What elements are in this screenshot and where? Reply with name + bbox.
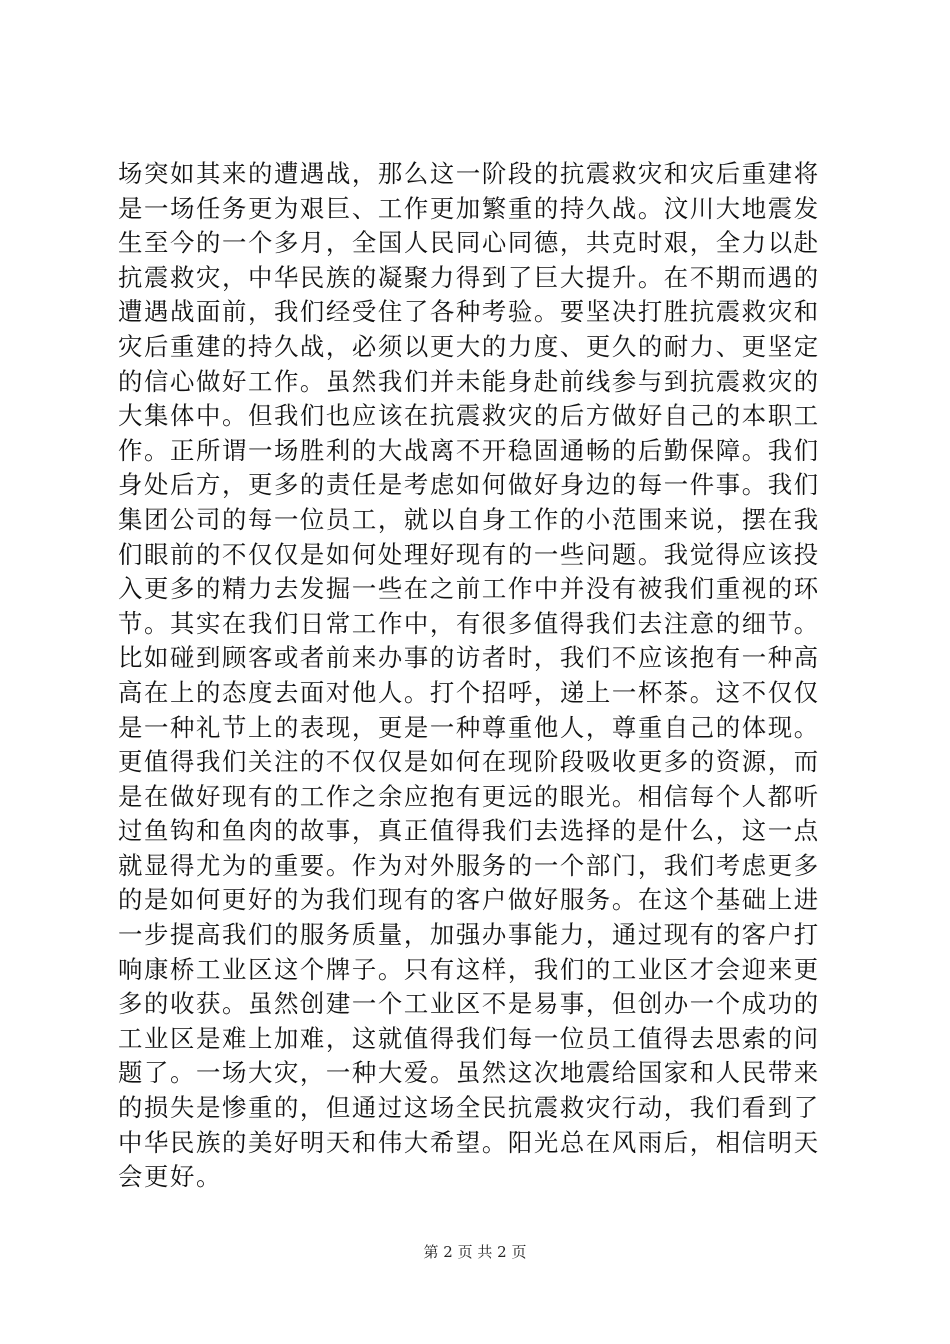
text-line: 的信心做好工作。虽然我们并未能身赴前线参与到抗震救灾的 (118, 366, 820, 396)
text-line: 灾后重建的持久战，必须以更大的力度、更久的耐力、更坚定 (118, 331, 820, 361)
text-line: 是一种礼节上的表现，更是一种尊重他人，尊重自己的体现。 (118, 712, 820, 742)
text-line: 就显得尤为的重要。作为对外服务的一个部门，我们考虑更多 (118, 850, 820, 880)
text-line: 高在上的态度去面对他人。打个招呼，递上一杯茶。这不仅仅 (118, 677, 820, 707)
text-line: 抗震救灾，中华民族的凝聚力得到了巨大提升。在不期而遇的 (118, 262, 820, 292)
text-line: 会更好。 (118, 1162, 222, 1192)
page-number-footer: 第 2 页 共 2 页 (423, 1243, 527, 1261)
text-line: 节。其实在我们日常工作中，有很多值得我们去注意的细节。 (118, 608, 820, 638)
text-line: 的是如何更好的为我们现有的客户做好服务。在这个基础上进 (118, 885, 820, 915)
text-line: 的损失是惨重的，但通过这场全民抗震救灾行动，我们看到了 (118, 1093, 820, 1123)
text-line: 生至今的一个多月，全国人民同心同德，共克时艰，全力以赴 (118, 228, 820, 258)
text-line: 中华民族的美好明天和伟大希望。阳光总在风雨后，相信明天 (118, 1127, 820, 1157)
text-line: 一步提高我们的服务质量，加强办事能力，通过现有的客户打 (118, 920, 820, 950)
text-line: 大集体中。但我们也应该在抗震救灾的后方做好自己的本职工 (118, 401, 820, 431)
text-line: 是一场任务更为艰巨、工作更加繁重的持久战。汶川大地震发 (118, 193, 820, 223)
text-line: 场突如其来的遭遇战，那么这一阶段的抗震救灾和灾后重建将 (118, 159, 820, 188)
text-line: 工业区是难上加难，这就值得我们每一位员工值得去思索的问 (118, 1023, 820, 1053)
text-line: 是在做好现有的工作之余应抱有更远的眼光。相信每个人都听 (118, 781, 820, 811)
text-line: 多的收获。虽然创建一个工业区不是易事，但创办一个成功的 (118, 989, 820, 1019)
text-line: 题了。一场大灾，一种大爱。虽然这次地震给国家和人民带来 (118, 1058, 820, 1088)
text-line: 更值得我们关注的不仅仅是如何在现阶段吸收更多的资源，而 (118, 747, 820, 777)
text-line: 集团公司的每一位员工，就以自身工作的小范围来说，摆在我 (118, 504, 820, 534)
text-line: 响康桥工业区这个牌子。只有这样，我们的工业区才会迎来更 (118, 954, 820, 984)
text-line: 身处后方，更多的责任是考虑如何做好身边的每一件事。我们 (118, 470, 820, 500)
text-line: 们眼前的不仅仅是如何处理好现有的一些问题。我觉得应该投 (118, 539, 820, 569)
text-line: 遭遇战面前，我们经受住了各种考验。要坚决打胜抗震救灾和 (118, 297, 820, 327)
body-paragraph (118, 157, 834, 1195)
text-line: 入更多的精力去发掘一些在之前工作中并没有被我们重视的环 (118, 574, 820, 604)
text-line: 作。正所谓一场胜利的大战离不开稳固通畅的后勤保障。我们 (118, 435, 820, 465)
text-line: 比如碰到顾客或者前来办事的访者时，我们不应该抱有一种高 (118, 643, 820, 673)
text-line: 过鱼钩和鱼肉的故事，真正值得我们去选择的是什么，这一点 (118, 816, 820, 846)
